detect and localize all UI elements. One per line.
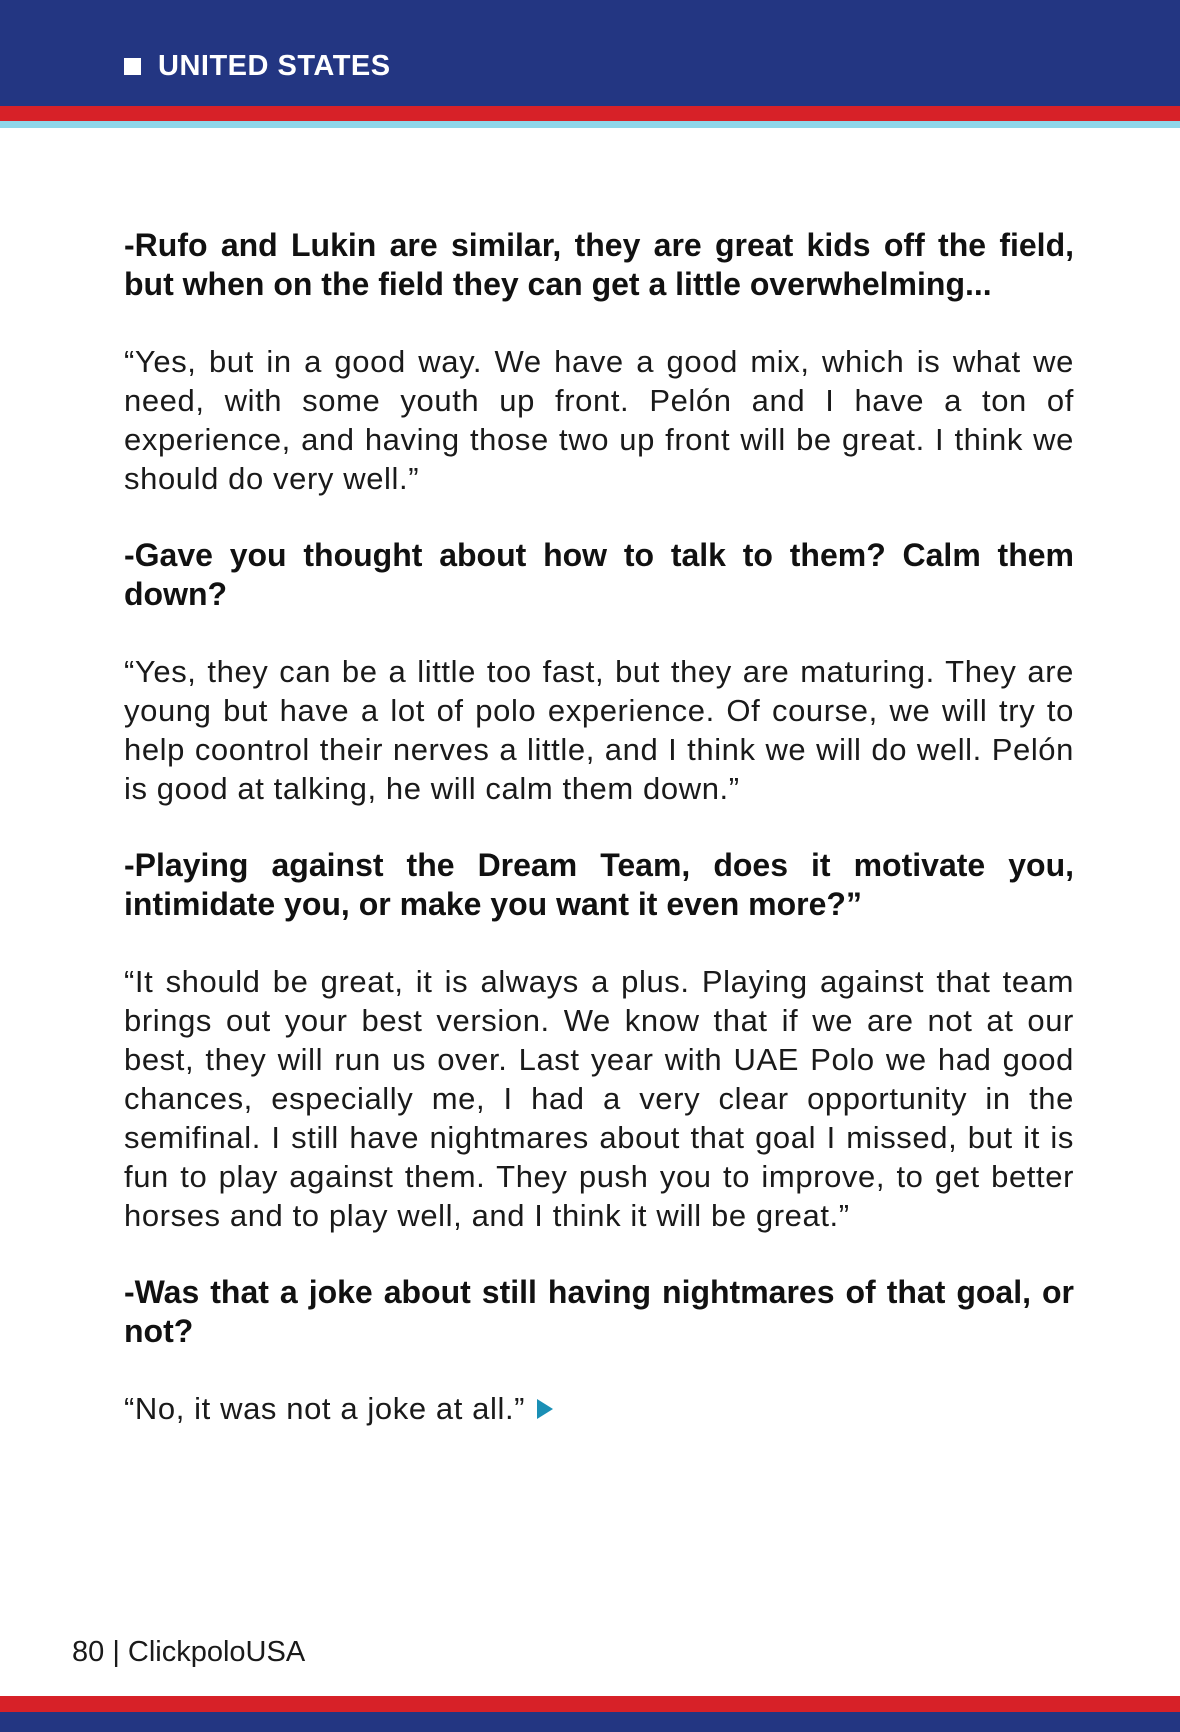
interview-answer: “It should be great, it is always a plus. Playing against that team brings out your best version. We know that if we are not at our best, they will run us over. Last year with UAE Polo we had good chances, especially me, I had a very clear opportunity in the semifinal. I still have nightmares about that goal I missed, but it is fun to play against them. They push you to improve, to get better horses and to play well, and I think it will be great.” [124,964,1074,1233]
square-bullet-icon [124,58,141,75]
section-label-text: UNITED STATES [158,50,391,82]
triangle-right-icon [537,1399,553,1419]
interview-body [124,226,1074,1466]
section-label [124,50,391,83]
header-cyan-stripe [0,121,1180,128]
interview-question: -Rufo and Lukin are similar, they are great kids off the field, but when on the field they can get a little overwhelming... [124,227,1074,302]
header-red-stripe [0,106,1180,121]
footer-red-stripe [0,1696,1180,1712]
interview-question: -Was that a joke about still having nightmares of that goal, or not? [124,1274,1074,1349]
interview-answer-text: “No, it was not a joke at all.” [124,1391,526,1426]
interview-answer: “Yes, but in a good way. We have a good mix, which is what we need, with some youth up front. Pelón and I have a ton of experience, and having those two up front will be great. I think we should do very well.” [124,344,1074,496]
footer-navy-band [0,1712,1180,1732]
interview-question: -Gave you thought about how to talk to them? Calm them down? [124,537,1074,612]
page-footer: 80 | ClickpoloUSA [72,1636,306,1668]
interview-answer: “Yes, they can be a little too fast, but they are maturing. They are young but have a lot of polo experience. Of course, we will try to help coontrol their nerves a little, and I think we will do well. Pelón is good at talking, he will calm them down.” [124,654,1074,806]
interview-question: -Playing against the Dream Team, does it motivate you, intimidate you, or make you want it even more?” [124,847,1074,922]
interview-answer-last [124,1389,1074,1428]
